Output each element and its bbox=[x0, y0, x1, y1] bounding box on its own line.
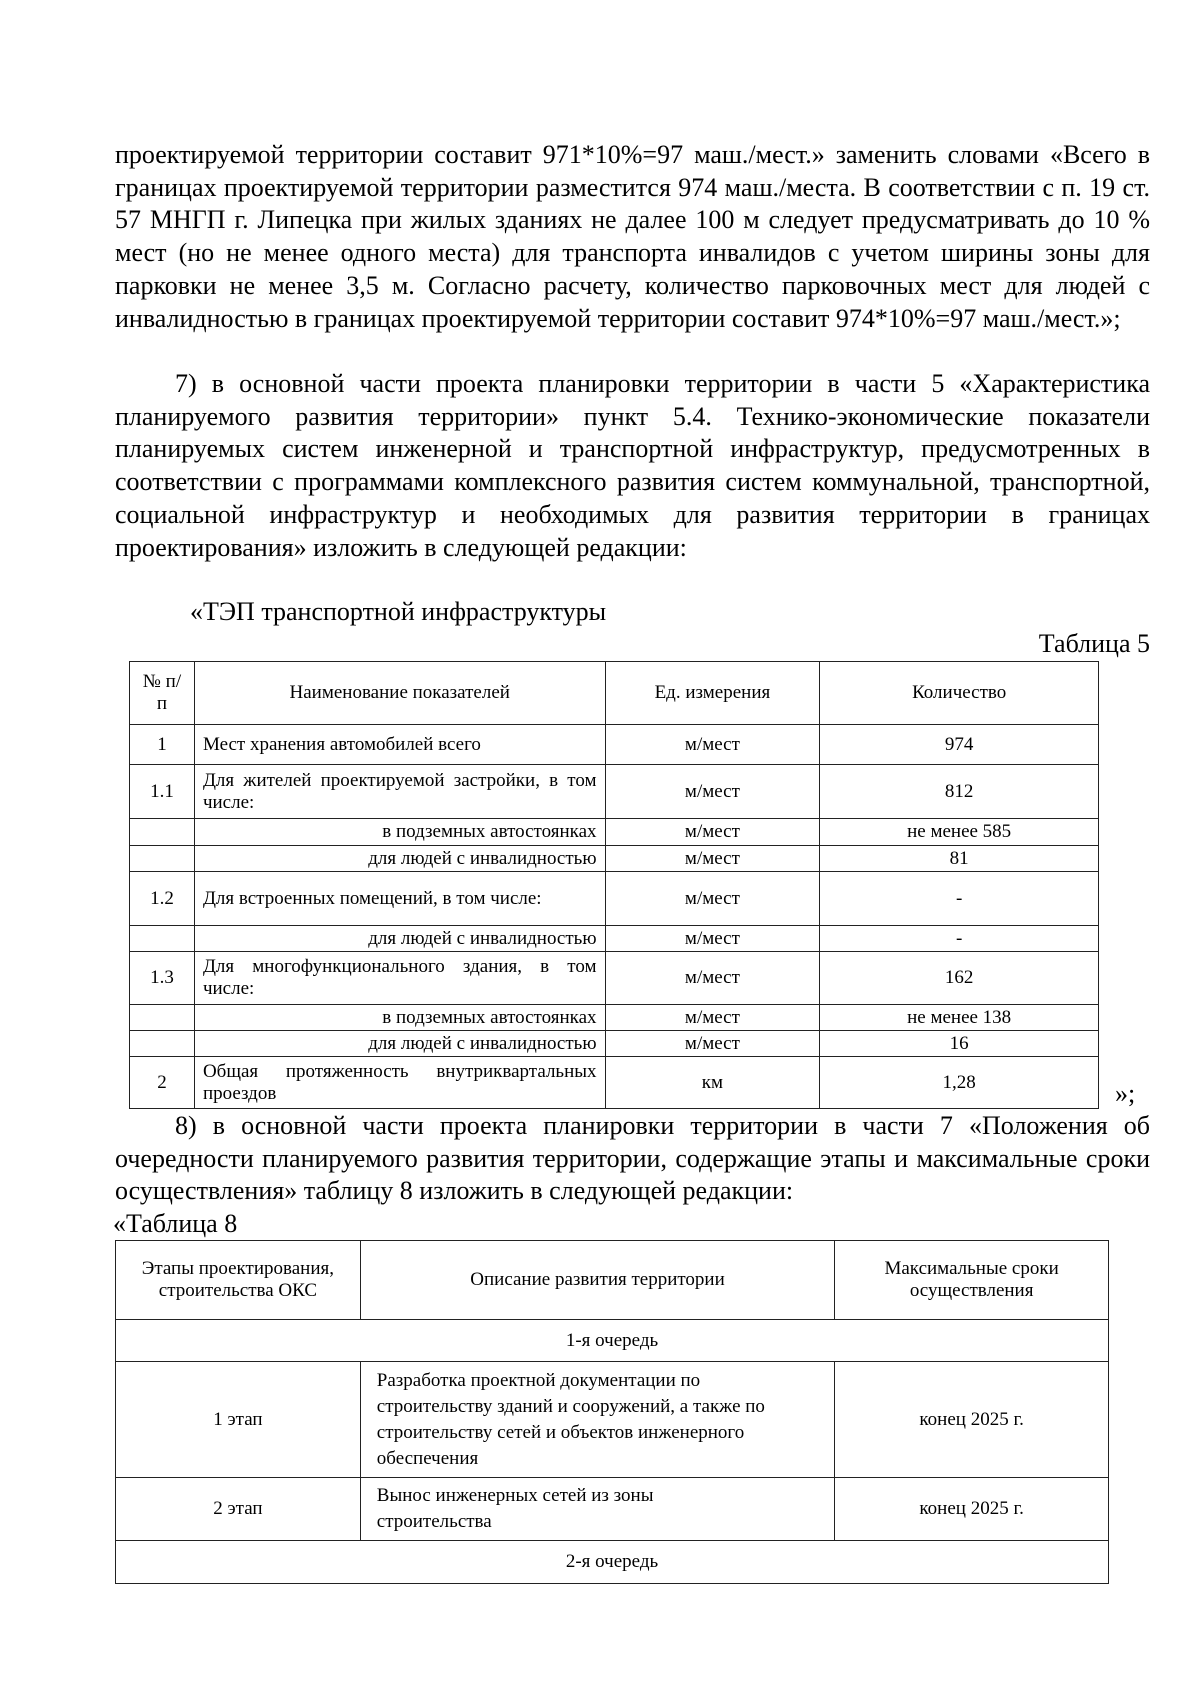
table-8 bbox=[115, 1240, 1109, 1584]
row-stage: 1 этап bbox=[116, 1362, 361, 1478]
row-unit: м/мест bbox=[605, 1005, 820, 1031]
row-stage: 2 этап bbox=[116, 1478, 361, 1541]
header-stage: Этапы проектирования, строительства ОКС bbox=[116, 1241, 361, 1320]
row-num bbox=[130, 1031, 195, 1057]
row-name: для людей с инвалидностью bbox=[194, 846, 605, 872]
row-unit: м/мест bbox=[605, 819, 820, 846]
row-term: конец 2025 г. bbox=[835, 1478, 1109, 1541]
row-qty: 1,28 bbox=[820, 1057, 1099, 1109]
header-num: № п/п bbox=[130, 662, 195, 725]
row-qty: - bbox=[820, 926, 1099, 952]
row-name: Общая протяженность внутриквартальных проездов bbox=[194, 1057, 605, 1109]
queue-row bbox=[116, 1320, 1109, 1362]
row-num: 1.3 bbox=[130, 952, 195, 1005]
row-num bbox=[130, 846, 195, 872]
row-name: в подземных автостоянках bbox=[194, 1005, 605, 1031]
row-description: Вынос инженерных сетей из зоны строительства bbox=[360, 1478, 834, 1541]
table-row bbox=[130, 1057, 1099, 1109]
table-row bbox=[130, 765, 1099, 819]
row-name: для людей с инвалидностью bbox=[194, 926, 605, 952]
table5-close-quote: »; bbox=[1115, 1079, 1136, 1108]
queue-1-label: 1-я очередь bbox=[116, 1320, 1109, 1362]
row-unit: м/мест bbox=[605, 846, 820, 872]
row-qty: - bbox=[820, 872, 1099, 926]
row-unit: м/мест bbox=[605, 1031, 820, 1057]
table-5 bbox=[129, 661, 1099, 1109]
row-num bbox=[130, 819, 195, 846]
table-row bbox=[130, 872, 1099, 926]
table-row bbox=[130, 846, 1099, 872]
row-qty: 974 bbox=[820, 725, 1099, 765]
row-num: 1 bbox=[130, 725, 195, 765]
header-qty: Количество bbox=[820, 662, 1099, 725]
table-row bbox=[130, 952, 1099, 1005]
row-qty: не менее 585 bbox=[820, 819, 1099, 846]
queue-row bbox=[116, 1541, 1109, 1584]
row-unit: м/мест bbox=[605, 952, 820, 1005]
row-unit: м/мест bbox=[605, 725, 820, 765]
row-name: в подземных автостоянках bbox=[194, 819, 605, 846]
table-row bbox=[116, 1362, 1109, 1478]
row-num: 1.2 bbox=[130, 872, 195, 926]
row-name: Мест хранения автомобилей всего bbox=[194, 725, 605, 765]
row-qty: 16 bbox=[820, 1031, 1099, 1057]
row-name: Для многофункционального здания, в том числе: bbox=[194, 952, 605, 1005]
paragraph-parking-calculation: проектируемой территории составит 971*10%=97 маш./мест.» заменить словами «Всего в границах проектируемой территории разместится 974 маш./места. В соответствии с п. 19 ст. 57 МНГП г. Липецка при жилых зданиях не далее 100 м следует предусматривать до 10 % мест (но не менее одного места) для транспорта инвалидов с учетом ширины зоны для парковки не менее 3,5 м. Согласно расчету, количество парковочных мест для людей с инвалидностью в границах проектируемой территории составит 974*10%=97 маш./мест.»; bbox=[115, 140, 1150, 333]
tep-title: «ТЭП транспортной инфраструктуры bbox=[190, 597, 607, 626]
row-qty: 81 bbox=[820, 846, 1099, 872]
header-term: Максимальные сроки осуществления bbox=[835, 1241, 1109, 1320]
row-qty: 162 bbox=[820, 952, 1099, 1005]
header-description: Описание развития территории bbox=[360, 1241, 834, 1320]
row-name: Для жителей проектируемой застройки, в том числе: bbox=[194, 765, 605, 819]
table-row bbox=[130, 1031, 1099, 1057]
row-num: 1.1 bbox=[130, 765, 195, 819]
row-name: для людей с инвалидностью bbox=[194, 1031, 605, 1057]
paragraph-item-8: 8) в основной части проекта планировки территории в части 7 «Положения об очередности планируемого развития территории, содержащие этапы и максимальные сроки осуществления» таблицу 8 изложить в следующей редакции: bbox=[115, 1111, 1150, 1206]
table5-caption: Таблица 5 bbox=[1038, 629, 1150, 658]
row-name: Для встроенных помещений, в том числе: bbox=[194, 872, 605, 926]
table-row bbox=[130, 926, 1099, 952]
row-description: Разработка проектной документации по строительству зданий и сооружений, а также по строительству сетей и объектов инженерного обеспечения bbox=[360, 1362, 834, 1478]
queue-2-label: 2-я очередь bbox=[116, 1541, 1109, 1584]
row-num bbox=[130, 926, 195, 952]
table-header-row bbox=[130, 662, 1099, 725]
table-row bbox=[116, 1478, 1109, 1541]
row-unit: км bbox=[605, 1057, 820, 1109]
row-unit: м/мест bbox=[605, 872, 820, 926]
header-name: Наименование показателей bbox=[194, 662, 605, 725]
table-row bbox=[130, 725, 1099, 765]
row-unit: м/мест bbox=[605, 765, 820, 819]
row-num: 2 bbox=[130, 1057, 195, 1109]
row-qty: 812 bbox=[820, 765, 1099, 819]
row-unit: м/мест bbox=[605, 926, 820, 952]
table-row bbox=[130, 819, 1099, 846]
table8-caption: «Таблица 8 bbox=[113, 1209, 238, 1238]
table-header-row bbox=[116, 1241, 1109, 1320]
row-qty: не менее 138 bbox=[820, 1005, 1099, 1031]
paragraph-item-7: 7) в основной части проекта планировки территории в части 5 «Характеристика планируемого развития территории» пункт 5.4. Технико-экономические показатели планируемых систем инженерной и транспортной инфраструктур, предусмотренных в соответствии с программами комплексного развития систем коммунальной, транспортной, социальной инфраструктур и необходимых для развития территории в границах проектирования» изложить в следующей редакции: bbox=[115, 369, 1150, 562]
row-num bbox=[130, 1005, 195, 1031]
header-unit: Ед. измерения bbox=[605, 662, 820, 725]
row-term: конец 2025 г. bbox=[835, 1362, 1109, 1478]
table-row bbox=[130, 1005, 1099, 1031]
